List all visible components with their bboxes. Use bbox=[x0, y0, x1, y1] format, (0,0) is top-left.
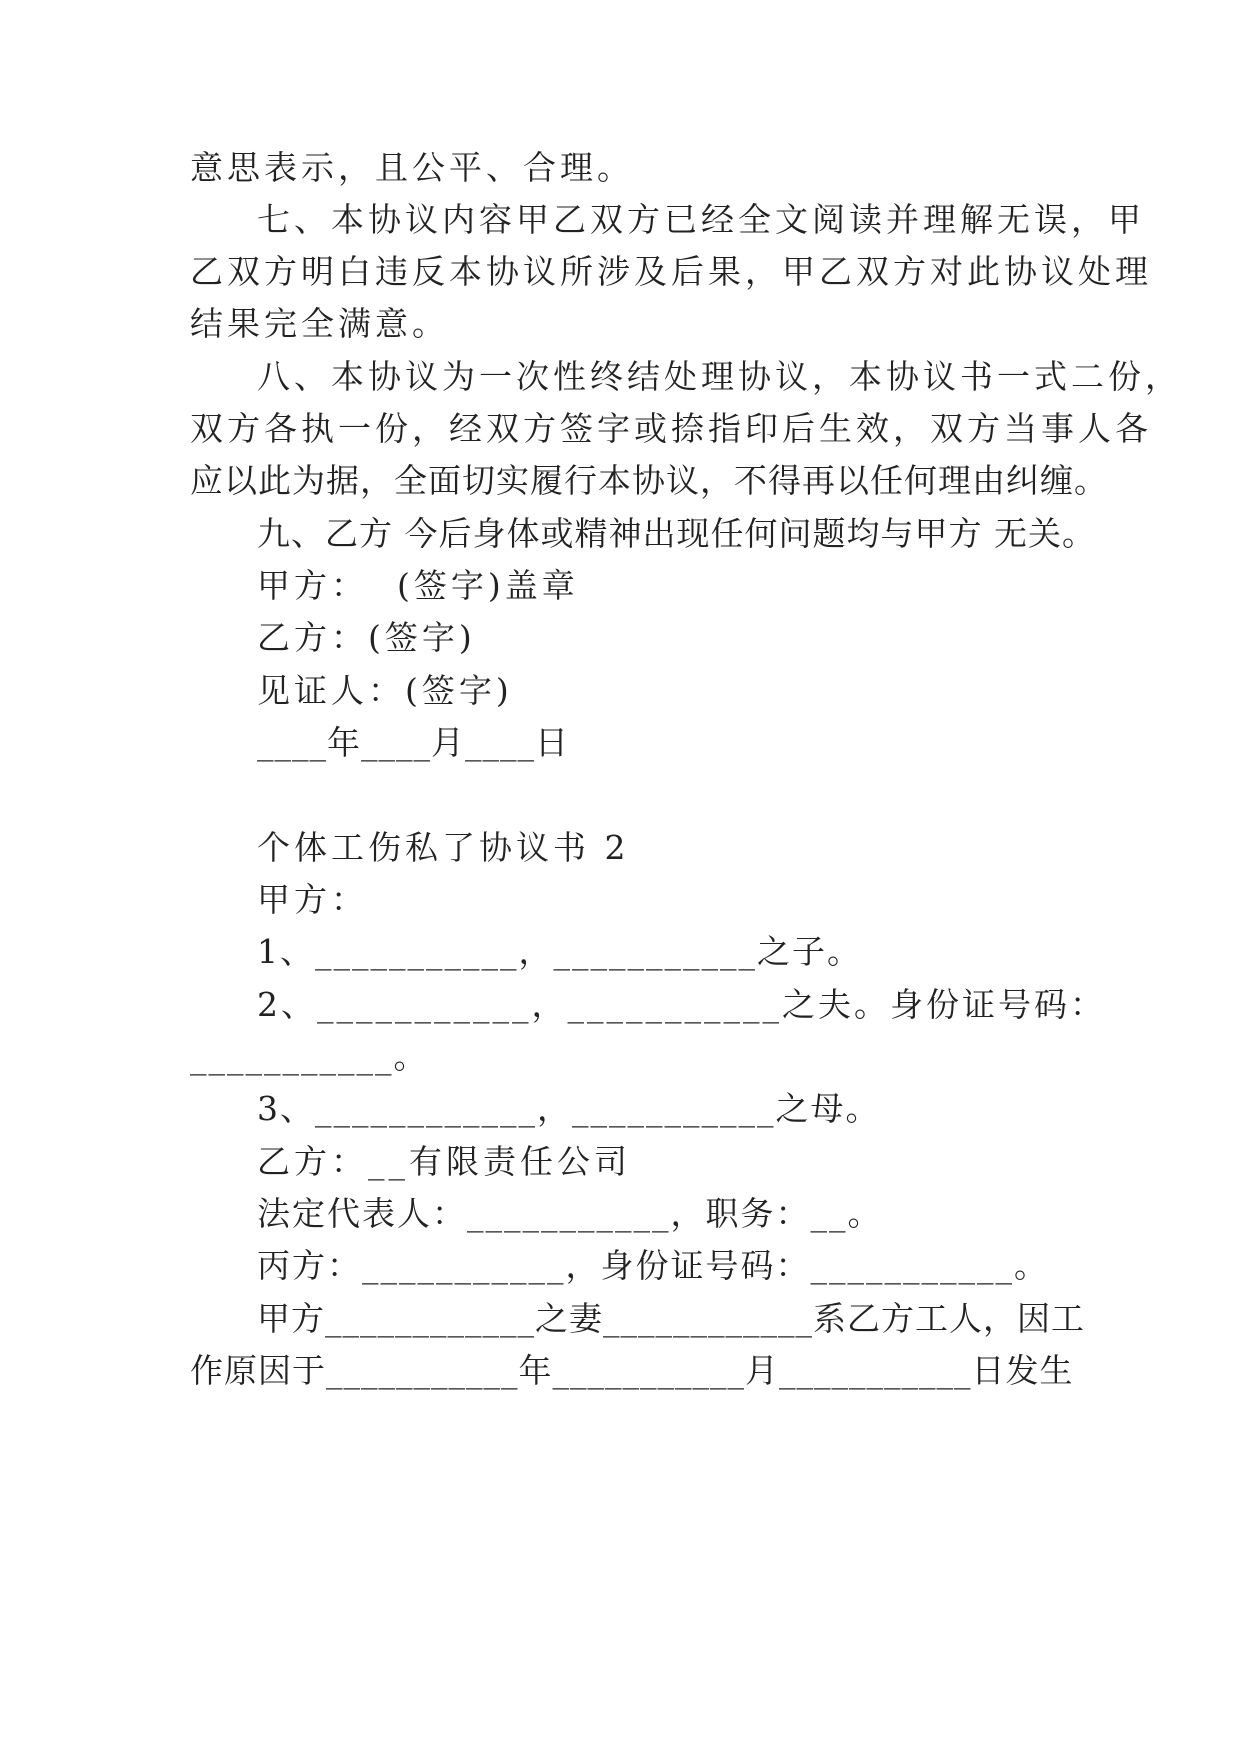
party-b-label: 乙方：__有限责任公司 bbox=[257, 1142, 631, 1181]
signature-witness: 见证人：(签字) bbox=[257, 671, 513, 710]
clause-7-line: 七、本协议内容甲乙双方已经全文阅读并理解无误，甲 bbox=[257, 200, 1145, 239]
party-a-item-2: 2、___________，___________之夫。身份证号码： bbox=[257, 985, 1106, 1024]
clause-8-line: 应以此为据，全面切实履行本协议，不得再以任何理由纠缠。 bbox=[190, 461, 1108, 500]
clause-9-line: 九、乙方 今后身体或精神出现任何问题均与甲方 无关。 bbox=[257, 514, 1096, 553]
body-text-line: 作原因于___________年___________月___________日发生 bbox=[190, 1351, 1074, 1390]
party-c-label: 丙方：___________，身份证号码：___________。 bbox=[257, 1246, 1049, 1285]
party-a-label: 甲方： bbox=[257, 880, 368, 919]
body-text-line: 甲方____________之妻____________系乙方工人，因工 bbox=[257, 1299, 1085, 1338]
clause-8-line: 八、本协议为一次性终结处理协议，本协议书一式二份， bbox=[257, 357, 1182, 396]
legal-representative: 法定代表人：___________，职务：__。 bbox=[257, 1194, 883, 1233]
signature-party-a: 甲方： (签字)盖章 bbox=[257, 566, 579, 605]
party-a-item-2-cont: ___________。 bbox=[190, 1037, 429, 1076]
clause-8-line: 双方各执一份，经双方签字或捺指印后生效，双方当事人各 bbox=[190, 409, 1152, 448]
signature-party-b: 乙方：(签字) bbox=[257, 618, 476, 657]
document-title: 个体工伤私了协议书 2 bbox=[257, 828, 630, 867]
party-a-item-3: 3、____________，___________之母。 bbox=[257, 1089, 881, 1128]
party-a-item-1: 1、___________，___________之子。 bbox=[257, 932, 862, 971]
clause-7-line: 乙双方明白违反本协议所涉及后果，甲乙双方对此协议处理 bbox=[190, 252, 1152, 291]
clause-7-line: 结果完全满意。 bbox=[190, 304, 449, 343]
signature-date: ____年____月____日 bbox=[257, 723, 569, 762]
text-line: 意思表示，且公平、合理。 bbox=[190, 148, 634, 187]
